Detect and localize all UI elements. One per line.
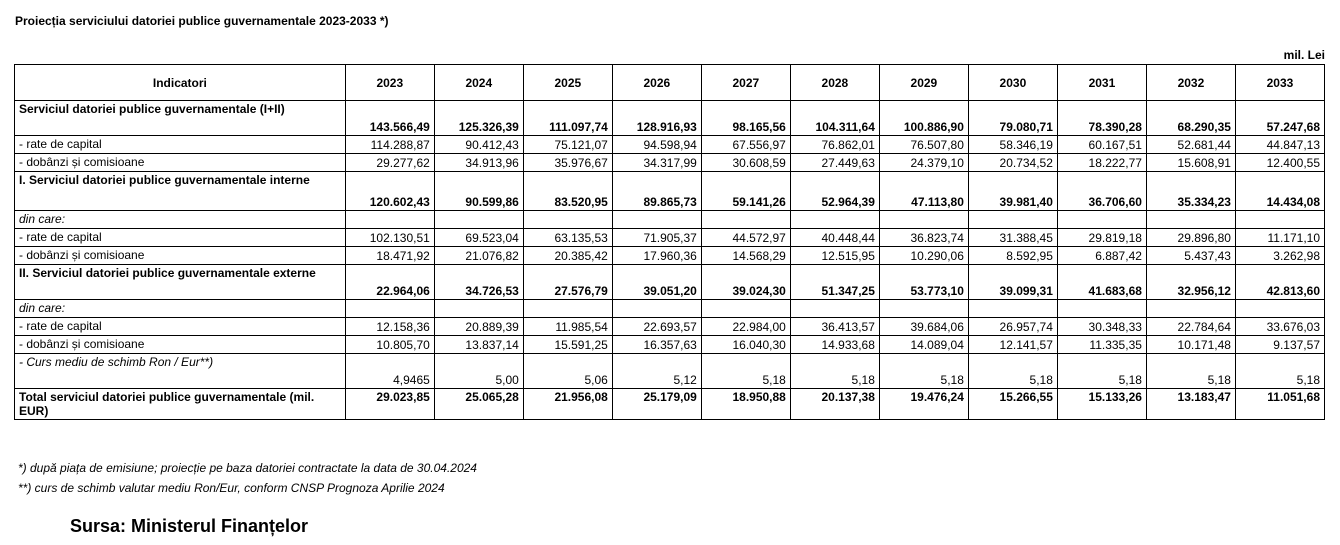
table-cell: 13.183,47 — [1146, 389, 1235, 420]
table-cell: 42.813,60 — [1235, 265, 1324, 300]
table-cell — [434, 300, 523, 318]
table-cell — [1146, 300, 1235, 318]
table-row — [15, 101, 1325, 136]
table-cell: 90.412,43 — [434, 136, 523, 154]
table-cell: 14.933,68 — [790, 336, 879, 354]
table-cell: 39.684,06 — [879, 318, 968, 336]
table-cell: 15.133,26 — [1057, 389, 1146, 420]
table-cell: 59.141,26 — [701, 172, 790, 211]
table-cell: 39.051,20 — [612, 265, 701, 300]
table-cell: 22.964,06 — [345, 265, 434, 300]
table-cell: 41.683,68 — [1057, 265, 1146, 300]
header-indicatori: Indicatori — [15, 65, 346, 101]
row-label: - rate de capital — [15, 229, 346, 247]
table-cell — [1057, 300, 1146, 318]
table-cell: 69.523,04 — [434, 229, 523, 247]
table-cell: 89.865,73 — [612, 172, 701, 211]
table-cell: 21.956,08 — [523, 389, 612, 420]
table-cell — [1057, 211, 1146, 229]
table-cell: 100.886,90 — [879, 101, 968, 136]
table-cell: 29.023,85 — [345, 389, 434, 420]
row-label: Serviciul datoriei publice guvernamentale (I+II) — [15, 101, 346, 136]
table-cell: 10.290,06 — [879, 247, 968, 265]
header-year: 2026 — [612, 65, 701, 101]
table-cell: 98.165,56 — [701, 101, 790, 136]
table-cell: 57.247,68 — [1235, 101, 1324, 136]
table-cell: 12.515,95 — [790, 247, 879, 265]
row-label: din care: — [15, 300, 346, 318]
table-cell: 24.379,10 — [879, 154, 968, 172]
table-cell — [790, 300, 879, 318]
table-cell: 20.889,39 — [434, 318, 523, 336]
table-cell: 90.599,86 — [434, 172, 523, 211]
table-cell: 5,18 — [1235, 354, 1324, 389]
table-cell: 27.449,63 — [790, 154, 879, 172]
header-year: 2031 — [1057, 65, 1146, 101]
table-cell: 5,12 — [612, 354, 701, 389]
row-label: - dobânzi și comisioane — [15, 154, 346, 172]
table-cell: 12.141,57 — [968, 336, 1057, 354]
table-cell: 22.693,57 — [612, 318, 701, 336]
table-row — [15, 247, 1325, 265]
table-cell: 35.976,67 — [523, 154, 612, 172]
header-year: 2033 — [1235, 65, 1324, 101]
row-label: - rate de capital — [15, 318, 346, 336]
table-cell: 11.985,54 — [523, 318, 612, 336]
table-cell: 15.608,91 — [1146, 154, 1235, 172]
table-cell — [612, 211, 701, 229]
table-cell: 18.950,88 — [701, 389, 790, 420]
table-cell — [879, 300, 968, 318]
row-label: - dobânzi și comisioane — [15, 336, 346, 354]
table-cell: 36.413,57 — [790, 318, 879, 336]
header-year: 2030 — [968, 65, 1057, 101]
table-cell: 21.076,82 — [434, 247, 523, 265]
table-cell: 26.957,74 — [968, 318, 1057, 336]
table-cell — [523, 211, 612, 229]
table-cell: 25.179,09 — [612, 389, 701, 420]
table-cell: 120.602,43 — [345, 172, 434, 211]
row-label: II. Serviciul datoriei publice guvernamentale externe — [15, 265, 346, 300]
header-year: 2024 — [434, 65, 523, 101]
table-cell — [345, 300, 434, 318]
table-cell: 53.773,10 — [879, 265, 968, 300]
table-cell: 17.960,36 — [612, 247, 701, 265]
table-cell: 143.566,49 — [345, 101, 434, 136]
table-cell: 111.097,74 — [523, 101, 612, 136]
header-row — [15, 65, 1325, 101]
table-cell: 104.311,64 — [790, 101, 879, 136]
table-cell — [879, 211, 968, 229]
table-cell: 20.734,52 — [968, 154, 1057, 172]
table-cell: 52.964,39 — [790, 172, 879, 211]
footnote-1: *) după piața de emisiune; proiecție pe baza datoriei contractate la data de 30.04.2024 — [18, 461, 477, 475]
table-cell: 39.981,40 — [968, 172, 1057, 211]
table-cell: 36.706,60 — [1057, 172, 1146, 211]
table-cell — [523, 300, 612, 318]
table-cell: 14.089,04 — [879, 336, 968, 354]
row-label: - rate de capital — [15, 136, 346, 154]
table-cell — [701, 300, 790, 318]
table-cell: 5,18 — [879, 354, 968, 389]
table-cell: 128.916,93 — [612, 101, 701, 136]
table-row — [15, 136, 1325, 154]
table-cell: 67.556,97 — [701, 136, 790, 154]
table-row — [15, 318, 1325, 336]
table-cell: 18.471,92 — [345, 247, 434, 265]
table-cell: 19.476,24 — [879, 389, 968, 420]
table-cell: 94.598,94 — [612, 136, 701, 154]
table-cell: 9.137,57 — [1235, 336, 1324, 354]
table-cell: 31.388,45 — [968, 229, 1057, 247]
table-cell: 83.520,95 — [523, 172, 612, 211]
debt-service-table — [14, 64, 1325, 420]
table-cell: 68.290,35 — [1146, 101, 1235, 136]
table-cell: 125.326,39 — [434, 101, 523, 136]
table-cell: 29.819,18 — [1057, 229, 1146, 247]
header-year: 2027 — [701, 65, 790, 101]
table-cell: 47.113,80 — [879, 172, 968, 211]
table-cell: 5,18 — [790, 354, 879, 389]
table-row — [15, 336, 1325, 354]
table-cell: 5,18 — [701, 354, 790, 389]
table-cell: 32.956,12 — [1146, 265, 1235, 300]
table-cell: 34.317,99 — [612, 154, 701, 172]
table-cell: 63.135,53 — [523, 229, 612, 247]
header-year: 2023 — [345, 65, 434, 101]
table-cell: 10.805,70 — [345, 336, 434, 354]
table-cell: 5.437,43 — [1146, 247, 1235, 265]
table-cell: 11.051,68 — [1235, 389, 1324, 420]
table-cell — [1235, 300, 1324, 318]
table-row — [15, 172, 1325, 211]
table-cell — [345, 211, 434, 229]
table-cell: 30.608,59 — [701, 154, 790, 172]
table-cell: 16.357,63 — [612, 336, 701, 354]
table-cell: 3.262,98 — [1235, 247, 1324, 265]
table-cell: 14.434,08 — [1235, 172, 1324, 211]
table-cell: 5,18 — [1146, 354, 1235, 389]
table-cell: 5,00 — [434, 354, 523, 389]
table-cell: 52.681,44 — [1146, 136, 1235, 154]
table-cell: 15.266,55 — [968, 389, 1057, 420]
table-cell: 14.568,29 — [701, 247, 790, 265]
table-cell — [434, 211, 523, 229]
table-cell: 13.837,14 — [434, 336, 523, 354]
table-cell — [1235, 211, 1324, 229]
table-cell: 20.137,38 — [790, 389, 879, 420]
table-cell: 39.024,30 — [701, 265, 790, 300]
page-title: Proiecția serviciului datoriei publice guvernamentale 2023-2033 *) — [15, 14, 389, 28]
table-cell: 33.676,03 — [1235, 318, 1324, 336]
table-cell: 12.158,36 — [345, 318, 434, 336]
table-cell — [790, 211, 879, 229]
table-cell: 27.576,79 — [523, 265, 612, 300]
table-cell: 58.346,19 — [968, 136, 1057, 154]
table-cell: 78.390,28 — [1057, 101, 1146, 136]
table-cell: 34.726,53 — [434, 265, 523, 300]
row-label: I. Serviciul datoriei publice guvernamentale interne — [15, 172, 346, 211]
header-year: 2032 — [1146, 65, 1235, 101]
table-cell: 36.823,74 — [879, 229, 968, 247]
table-cell: 8.592,95 — [968, 247, 1057, 265]
table-row — [15, 300, 1325, 318]
unit-label: mil. Lei — [1283, 48, 1325, 62]
table-cell: 4,9465 — [345, 354, 434, 389]
table-cell: 22.984,00 — [701, 318, 790, 336]
table-body — [15, 101, 1325, 420]
source-label: Sursa: Ministerul Finanțelor — [70, 516, 309, 536]
table-cell: 75.121,07 — [523, 136, 612, 154]
table-cell: 15.591,25 — [523, 336, 612, 354]
table-cell: 35.334,23 — [1146, 172, 1235, 211]
table-cell: 29.277,62 — [345, 154, 434, 172]
table-cell: 76.862,01 — [790, 136, 879, 154]
table-cell: 12.400,55 — [1235, 154, 1324, 172]
table-cell: 11.335,35 — [1057, 336, 1146, 354]
table-cell — [1146, 211, 1235, 229]
table-cell — [968, 300, 1057, 318]
table-row — [15, 154, 1325, 172]
table-cell: 44.847,13 — [1235, 136, 1324, 154]
table-row — [15, 389, 1325, 420]
table-cell: 39.099,31 — [968, 265, 1057, 300]
table-cell: 102.130,51 — [345, 229, 434, 247]
table-cell: 34.913,96 — [434, 154, 523, 172]
table-cell — [968, 211, 1057, 229]
table-row — [15, 265, 1325, 300]
table-cell: 30.348,33 — [1057, 318, 1146, 336]
row-label: - Curs mediu de schimb Ron / Eur**) — [15, 354, 346, 389]
table-cell: 114.288,87 — [345, 136, 434, 154]
table-cell: 60.167,51 — [1057, 136, 1146, 154]
table-cell: 51.347,25 — [790, 265, 879, 300]
table-cell: 20.385,42 — [523, 247, 612, 265]
row-label: din care: — [15, 211, 346, 229]
table-cell — [701, 211, 790, 229]
footnote-2: **) curs de schimb valutar mediu Ron/Eur, conform CNSP Prognoza Aprilie 2024 — [18, 481, 445, 495]
table-cell: 40.448,44 — [790, 229, 879, 247]
table-cell: 6.887,42 — [1057, 247, 1146, 265]
header-year: 2028 — [790, 65, 879, 101]
header-year: 2025 — [523, 65, 612, 101]
table-row — [15, 211, 1325, 229]
table-cell: 5,18 — [968, 354, 1057, 389]
table-cell: 10.171,48 — [1146, 336, 1235, 354]
table-cell: 22.784,64 — [1146, 318, 1235, 336]
row-label: Total serviciul datoriei publice guvernamentale (mil. EUR) — [15, 389, 346, 420]
table-cell: 79.080,71 — [968, 101, 1057, 136]
header-year: 2029 — [879, 65, 968, 101]
table-cell: 16.040,30 — [701, 336, 790, 354]
table-cell: 11.171,10 — [1235, 229, 1324, 247]
table-row — [15, 354, 1325, 389]
table-cell: 5,06 — [523, 354, 612, 389]
table-cell: 5,18 — [1057, 354, 1146, 389]
table-cell: 76.507,80 — [879, 136, 968, 154]
table-cell: 29.896,80 — [1146, 229, 1235, 247]
table-cell: 18.222,77 — [1057, 154, 1146, 172]
table-cell: 25.065,28 — [434, 389, 523, 420]
table-cell: 71.905,37 — [612, 229, 701, 247]
row-label: - dobânzi și comisioane — [15, 247, 346, 265]
table-cell — [612, 300, 701, 318]
table-cell: 44.572,97 — [701, 229, 790, 247]
table-row — [15, 229, 1325, 247]
